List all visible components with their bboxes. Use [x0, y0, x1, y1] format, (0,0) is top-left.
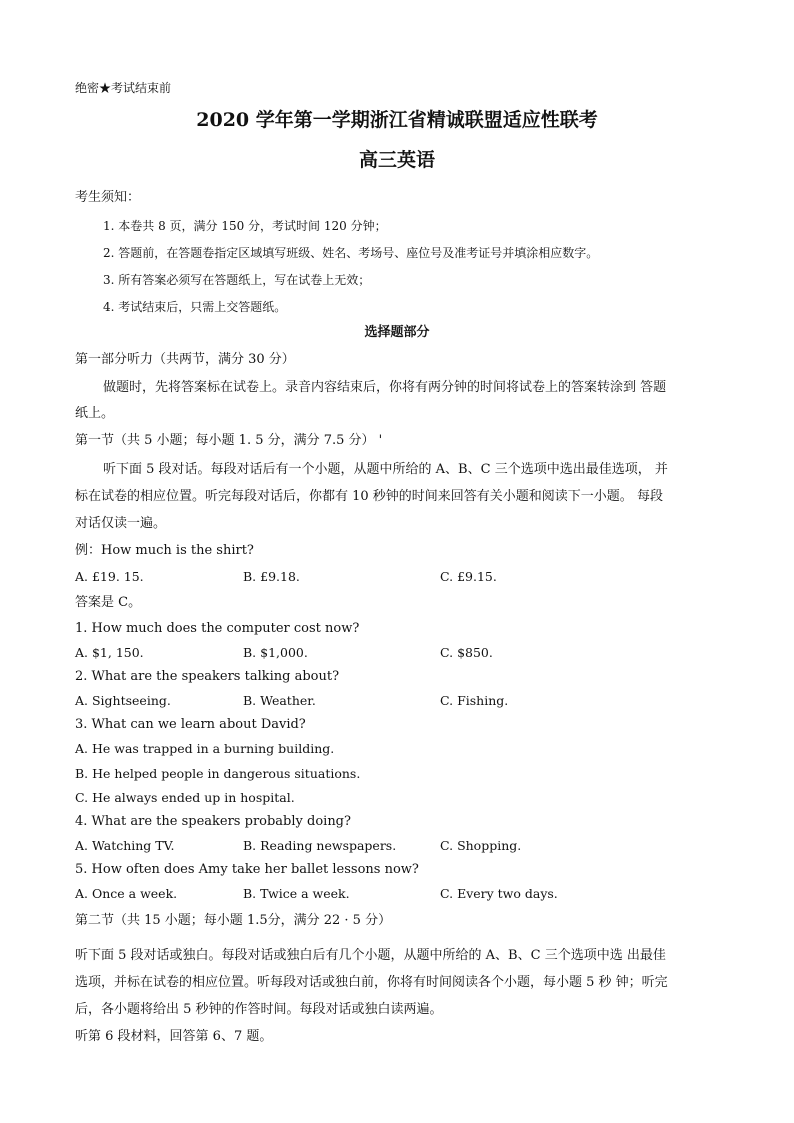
section2-instruction-line: 后，各小题将给出 5 秒钟的作答时间。每段对话或独白读两遍。: [75, 1002, 443, 1017]
question-2-option-a: A. Sightseeing.: [75, 693, 171, 708]
question-3-option-a: A. He was trapped in a burning building.: [75, 741, 335, 756]
section2-heading: 第二节（共 15 小题；每小题 1.5分，满分 22 · 5 分）: [75, 913, 392, 928]
question-1: 1. How much does the computer cost now?: [75, 621, 360, 636]
question-5-option-a: A. Once a week.: [75, 886, 178, 901]
question-1-option-c: C. $850.: [440, 645, 493, 660]
question-2-option-c: C. Fishing.: [440, 693, 509, 708]
exam-title: 2020 学年第一学期浙江省精诚联盟适应性联考: [196, 109, 598, 131]
notice-heading: 考生须知：: [75, 190, 141, 205]
example-answer: 答案是 C。: [75, 595, 142, 610]
example-option-c: C. £9.15.: [440, 569, 497, 584]
notice-item: 1. 本卷共 8 页，满分 150 分，考试时间 120 分钟；: [103, 219, 387, 233]
notice-item: 2. 答题前，在答题卷指定区域填写班级、姓名、考场号、座位号及准考证号并填涂相应数字。: [103, 246, 599, 260]
question-1-option-b: B. $1,000.: [243, 645, 308, 660]
question-4: 4. What are the speakers probably doing?: [75, 814, 351, 829]
question-5-option-c: C. Every two days.: [440, 886, 558, 901]
part1-intro-line: 做题时，先将答案标在试卷上。录音内容结束后，你将有两分钟的时间将试卷上的答案转涂到 答题: [103, 380, 667, 395]
example-option-a: A. £19. 15.: [75, 569, 144, 584]
section2-instruction-line: 听下面 5 段对话或独白。每段对话或独白后有几个小题，从题中所给的 A、B、C 三个选项中选 出最佳: [75, 948, 666, 963]
question-1-option-a: A. $1, 150.: [75, 645, 144, 660]
section1-heading: 第一节（共 5 小题；每小题 1. 5 分，满分 7.5 分） ': [75, 433, 383, 448]
question-4-option-a: A. Watching TV.: [75, 838, 175, 853]
part1-intro-line: 纸上。: [75, 406, 115, 421]
confidential-label: 绝密★考试结束前: [75, 81, 172, 95]
section1-instruction-line: 听下面 5 段对话。每段对话后有一个小题，从题中所给的 A、B、C 三个选项中选出最佳选项， 并: [103, 462, 668, 477]
question-5: 5. How often does Amy take her ballet lessons now?: [75, 862, 419, 877]
notice-item: 3. 所有答案必须写在答题纸上，写在试卷上无效；: [103, 273, 371, 287]
question-4-option-b: B. Reading newspapers.: [243, 838, 397, 853]
section2-instruction-line: 选项，并标在试卷的相应位置。听每段对话或独白前，你将有时间阅读各个小题，每小题 5 秒 钟；听完: [75, 975, 668, 990]
exam-subject: 高三英语: [358, 149, 435, 171]
question-5-option-b: B. Twice a week.: [243, 886, 350, 901]
section1-instruction-line: 对话仅读一遍。: [75, 516, 167, 531]
question-2: 2. What are the speakers talking about?: [75, 669, 340, 684]
example-option-b: B. £9.18.: [243, 569, 300, 584]
part1-heading: 第一部分听力（共两节，满分 30 分）: [75, 352, 295, 367]
section2-material-6: 听第 6 段材料，回答第 6、7 题。: [75, 1029, 273, 1044]
notice-item: 4. 考试结束后，只需上交答题纸。: [103, 300, 287, 314]
question-3: 3. What can we learn about David?: [75, 717, 306, 732]
example-question: 例：How much is the shirt?: [75, 543, 254, 558]
section-title: 选择题部分: [364, 325, 430, 340]
question-4-option-c: C. Shopping.: [440, 838, 522, 853]
question-3-option-b: B. He helped people in dangerous situations.: [75, 766, 361, 781]
question-3-option-c: C. He always ended up in hospital.: [75, 790, 295, 805]
question-2-option-b: B. Weather.: [243, 693, 316, 708]
section1-instruction-line: 标在试卷的相应位置。听完每段对话后，你都有 10 秒钟的时间来回答有关小题和阅读下一小题。 每段: [75, 489, 663, 504]
